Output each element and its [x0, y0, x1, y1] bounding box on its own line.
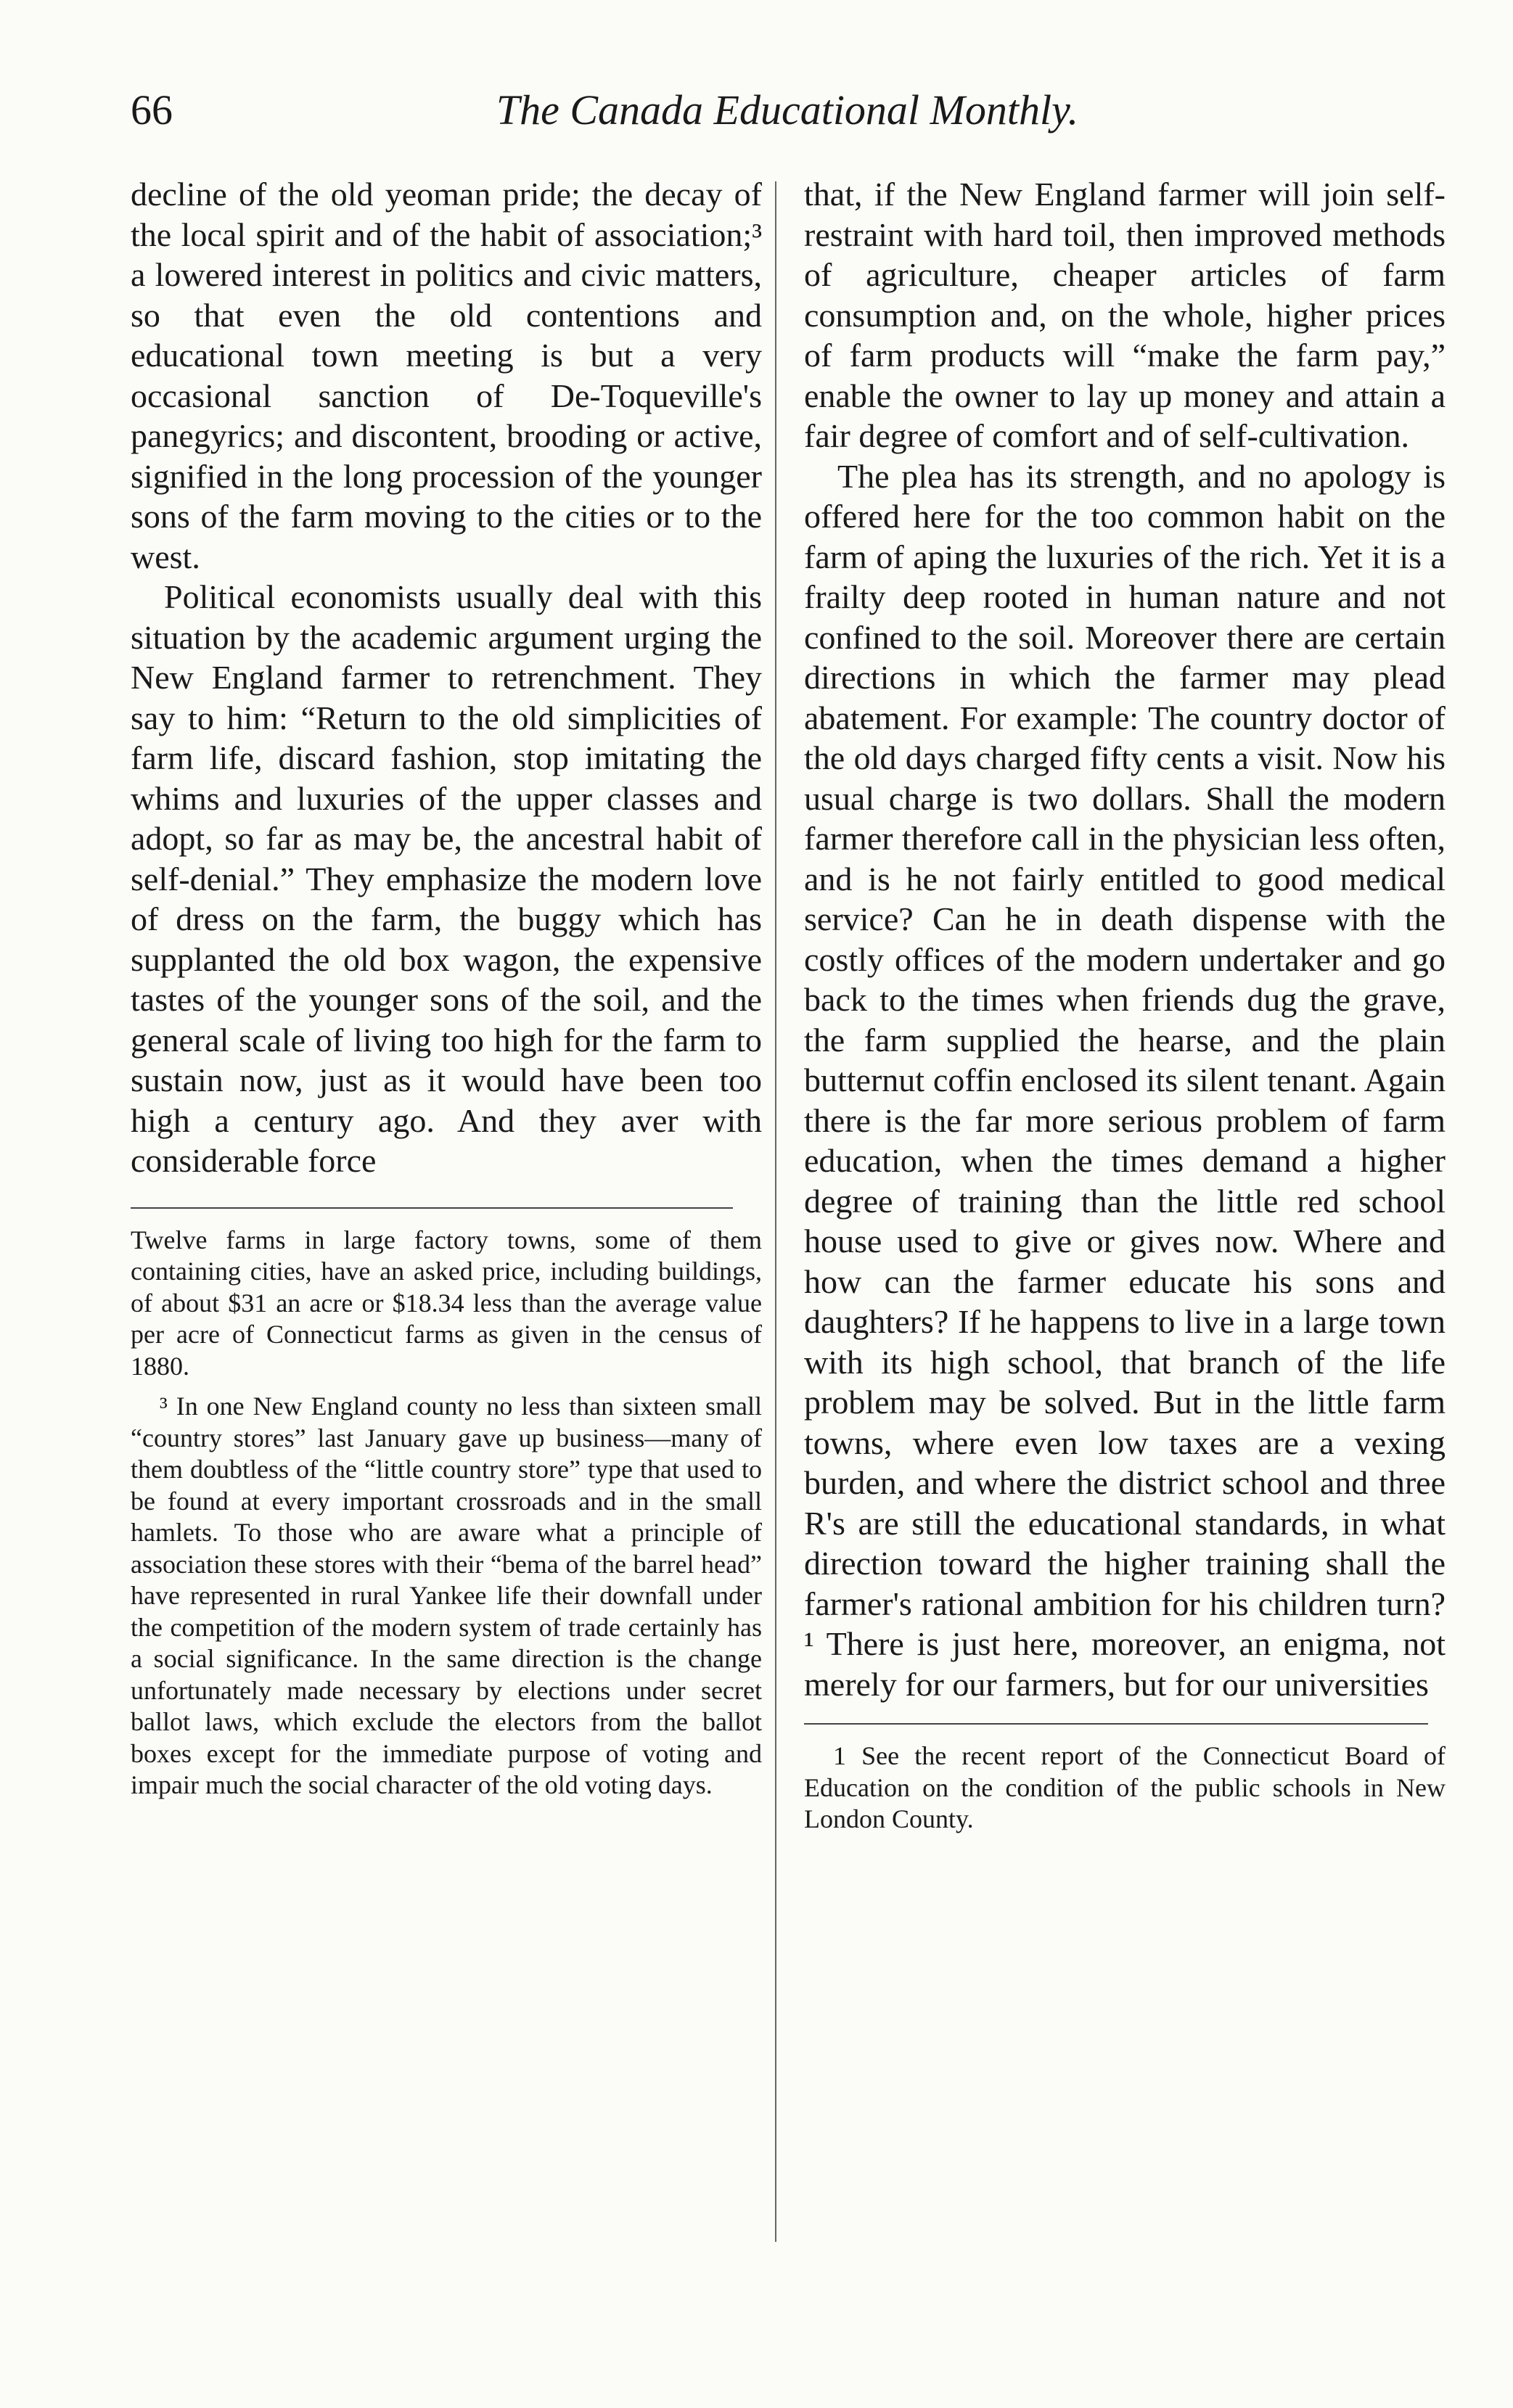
left-paragraph-2: Political economists usually deal with this situation by the academic argument urging the New England farmer to retrenchment. They say to him: “Return to the old simplicities of farm life, discard fashion, stop imitating the whims and luxuries of the upper classes and adopt, so far as may be, the ancestral habit of self-denial.” They emphasize the modern love of dress on the farm, the buggy which has supplanted the old box wagon, the expensive tastes of the younger sons of the soil, and the general scale of living too high for the farm to sustain now, just as it would have been too high a century ago. And they aver with considerable force [131, 578, 762, 1179]
right-footnotes [804, 1741, 1446, 1836]
left-column [131, 174, 762, 1801]
footnote-separator [131, 1207, 733, 1209]
footnote-separator [804, 1723, 1428, 1725]
right-body-text [804, 174, 1446, 1704]
footnote-1: 1 See the recent report of the Connecticut Board of Education on the condition of the public schools in New London County. [804, 1741, 1446, 1833]
footnote-continued: Twelve farms in large factory towns, some of them containing cities, have an asked price, including buildings, of about $31 an acre or $18.34 less than the average value per acre of Connecticut farms as given in the census of 1880. [131, 1225, 762, 1381]
running-title: The Canada Educational Monthly. [496, 86, 1079, 133]
right-column [804, 174, 1446, 1836]
page-number: 66 [131, 86, 173, 133]
right-paragraph-1: that, if the New England farmer will join self-restraint with hard toil, then improved methods of agriculture, cheaper articles of farm consumption and, on the whole, higher prices of farm products will “make the farm pay,” enable the owner to lay up money and attain a fair degree of comfort and of self-cultivation. [804, 176, 1446, 454]
left-body-text [131, 174, 762, 1181]
left-paragraph-1: decline of the old yeoman pride; the decay of the local spirit and of the habit of association;³ a lowered interest in politics and civic matters, so that even the old contentions and educational town meeting is but a very occasional sanction of De-Toqueville's panegyrics; and discontent, brooding or active, signified in the long procession of the younger sons of the farm moving to the cities or to the west. [131, 176, 762, 575]
column-divider [775, 181, 776, 2242]
right-paragraph-2: The plea has its strength, and no apology is offered here for the too common habit on the farm of aping the luxuries of the rich. Yet it is a frailty deep rooted in human nature and not confined to the soil. Moreover there are certain directions in which the farmer may plead abatement. For example: The country doctor of the old days charged fifty cents a visit. Now his usual charge is two dollars. Shall the modern farmer therefore call in the physician less often, and is he not fairly entitled to good medical service? Can he in death dispense with the costly offices of the modern undertaker and go back to the times when friends dug the grave, the farm supplied the hearse, and the plain butternut coffin enclosed its silent tenant. Again there is the far more serious problem of farm education, when the times demand a higher degree of training than the little red school house used to give or gives now. Where and how can the farmer educate his sons and daughters? If he happens to live in a large town with its high school, that branch of the life problem may be solved. But in the little farm towns, where even low taxes are a vexing burden, and where the district school and three R's are still the educational standards, in what direction toward the higher training shall the farmer's rational ambition for his children turn?¹ There is just here, moreover, an enigma, not merely for our farmers, but for our universities [804, 457, 1446, 1703]
footnote-3: ³ In one New England county no less than sixteen small “country stores” last January gave up business—many of them doubtless of the “little country store” type that used to be found at every important crossroads and in the small hamlets. To those who are aware what a principle of association these stores with their “bema of the barrel head” have represented in rural Yankee life their downfall under the competition of the modern system of trade certainly has a social significance. In the same direction is the change unfortunately made necessary by elections under secret ballot laws, which exclude the electors from the ballot boxes except for the immediate purpose of voting and impair much the social character of the old voting days. [131, 1392, 762, 1799]
page-header [131, 81, 1444, 139]
left-footnotes [131, 1225, 762, 1801]
